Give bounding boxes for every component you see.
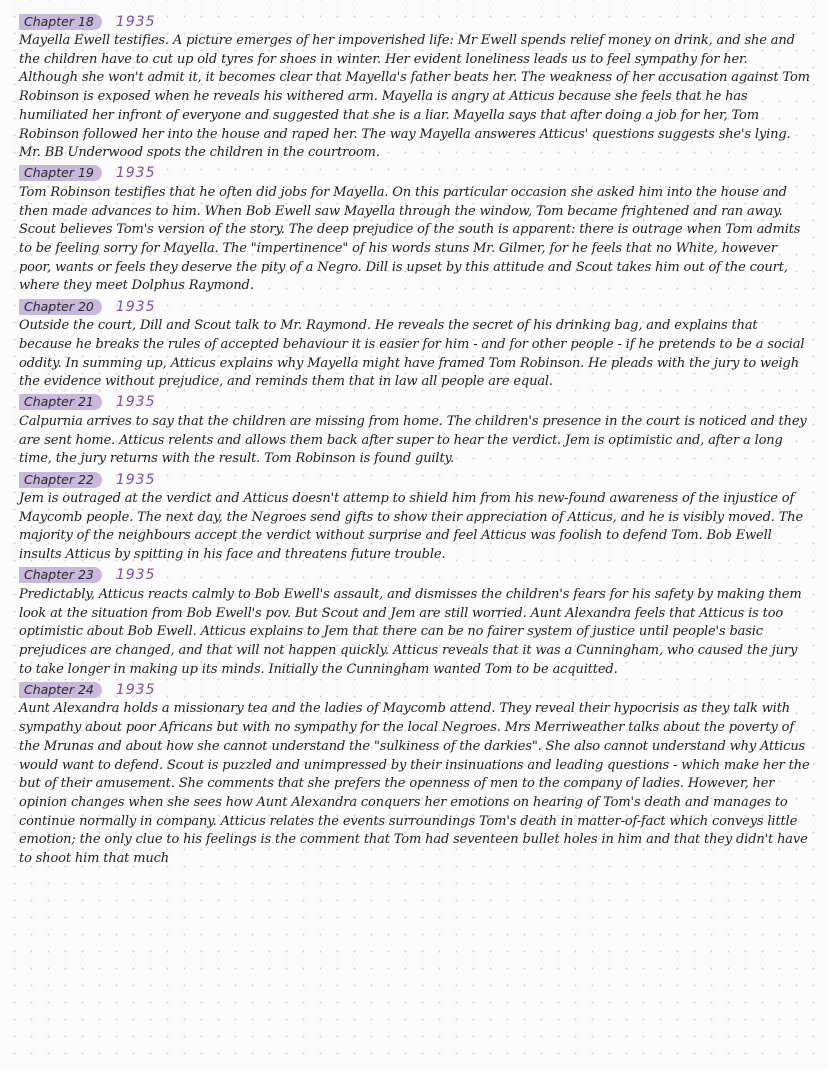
chapter-label: Chapter 18 xyxy=(19,14,102,30)
chapter-summary: Jem is outraged at the verdict and Atticus doesn't attemp to shield him from his new-found awareness of the injustice of Maycomb people. The next day, the Negroes send gifts to show their appreciation of Atticus, and he is visibly moved. The majority of the neighbours accept the verdict without surprise and feel Atticus was foolish to defend Tom. Bob Ewell insults Atticus by spitting in his face and threatens future trouble. xyxy=(19,491,803,563)
chapter-year: 1935 xyxy=(115,165,156,182)
chapter-label: Chapter 23 xyxy=(19,567,102,583)
chapter-label: Chapter 24 xyxy=(19,682,102,698)
chapter-heading xyxy=(19,163,810,184)
chapter-20-section xyxy=(19,296,810,392)
chapter-summary: Predictably, Atticus reacts calmly to Bob Ewell's assault, and dismisses the children's fears for his safety by making them look at the situation from Bob Ewell's pov. But Scout and Jem are still worried. Aunt Alexandra feels that Atticus is too optimistic about Bob Ewell. Atticus explains to Jem that there can be no fairer system of justice until people's basic prejudices are changed, and that will not happen quickly. Atticus reveals that it was a Cunningham, who caused the jury to take longer in making up its minds. Initially the Cunningham wanted Tom to be acquitted. xyxy=(19,586,802,677)
chapter-heading xyxy=(19,296,810,317)
chapter-year: 1935 xyxy=(115,471,156,488)
chapter-year: 1935 xyxy=(115,298,156,315)
chapter-summary: Mayella Ewell testifies. A picture emerges of her impoverished life: Mr Ewell spends relief money on drink, and she and the children have to cut up old tyres for shoes in winter. Her evident loneliness leads us to feel sympathy for her. Although she won't admit it, it becomes clear that Mayella's father beats her. The weakness of her accusation against Tom Robinson is exposed when he reveals his withered arm. Mayella is angry at Atticus because she feels that he has humiliated her infront of everyone and suggested that she is a liar. Mayella says that after doing a job for her, Tom Robinson followed her into the house and raped her. The way Mayella answeres Atticus' questions suggests she's lying. Mr. BB Underwood spots the children in the courtroom. xyxy=(19,33,810,161)
chapter-heading xyxy=(19,565,810,586)
chapter-label: Chapter 21 xyxy=(19,394,102,410)
chapter-label: Chapter 19 xyxy=(19,165,102,181)
chapter-summary: Tom Robinson testifies that he often did jobs for Mayella. On this particular occasion she asked him into the house and then made advances to him. When Bob Ewell saw Mayella through the window, Tom became frightened and ran away. Scout believes Tom's version of the story. The deep prejudice of the south is apparent: there is outrage when Tom admits to be feeling sorry for Mayella. The "impertinence" of his words stuns Mr. Gilmer, for he feels that no White, however poor, wants or feels they deserve the pity of a Negro. Dill is upset by this attitude and Scout takes him out of the court, where they meet Dolphus Raymond. xyxy=(19,184,801,294)
chapter-19-section xyxy=(19,163,810,296)
chapter-heading xyxy=(19,11,810,32)
chapter-year: 1935 xyxy=(115,13,156,30)
chapter-21-section xyxy=(19,392,810,469)
chapter-label: Chapter 20 xyxy=(19,299,102,315)
chapter-22-section xyxy=(19,469,810,565)
chapter-23-section xyxy=(19,565,810,680)
chapter-summary: Aunt Alexandra holds a missionary tea and the ladies of Maycomb attend. They reveal their hypocrisis as they talk with sympathy about poor Africans but with no sympathy for the local Negroes. Mrs Merriweather talks about the poverty of the Mrunas and about how she cannot understand the "sulkiness of the darkies". She also cannot understand why Atticus would want to defend. Scout is puzzled and unimpressed by their insinuations and leading questions - which make her the but of their amusement. She comments that she prefers the openness of men to the company of ladies. However, her opinion changes when she sees how Aunt Alexandra conquers her emotions on hearing of Tom's death and manages to continue normally in company. Atticus relates the events surroundings Tom's death in matter-of-fact which conveys little emotion; the only clue to his feelings is the comment that Tom had seventeen bullet holes in him and that they didn't have to shoot him that much xyxy=(19,701,810,867)
chapter-heading xyxy=(19,469,810,490)
chapter-heading xyxy=(19,392,810,413)
chapter-summary: Outside the court, Dill and Scout talk to Mr. Raymond. He reveals the secret of his drinking bag, and explains that because he breaks the rules of accepted behaviour it is easier for him - and for other people - if he pretends to be a social oddity. In summing up, Atticus explains why Mayella might have framed Tom Robinson. He pleads with the jury to weigh the evidence without prejudice, and reminds them that in law all people are equal. xyxy=(19,318,805,390)
chapter-year: 1935 xyxy=(115,567,156,584)
chapter-year: 1935 xyxy=(115,394,156,411)
chapter-label: Chapter 22 xyxy=(19,472,102,488)
chapter-18-section xyxy=(19,11,810,163)
chapter-year: 1935 xyxy=(115,681,156,698)
chapter-heading xyxy=(19,679,810,700)
chapter-summary: Calpurnia arrives to say that the children are missing from home. The children's presence in the court is noticed and they are sent home. Atticus relents and allows them back after super to hear the verdict. Jem is optimistic and, after a long time, the jury returns with the result. Tom Robinson is found guilty. xyxy=(19,413,807,467)
chapter-24-section xyxy=(19,679,810,868)
